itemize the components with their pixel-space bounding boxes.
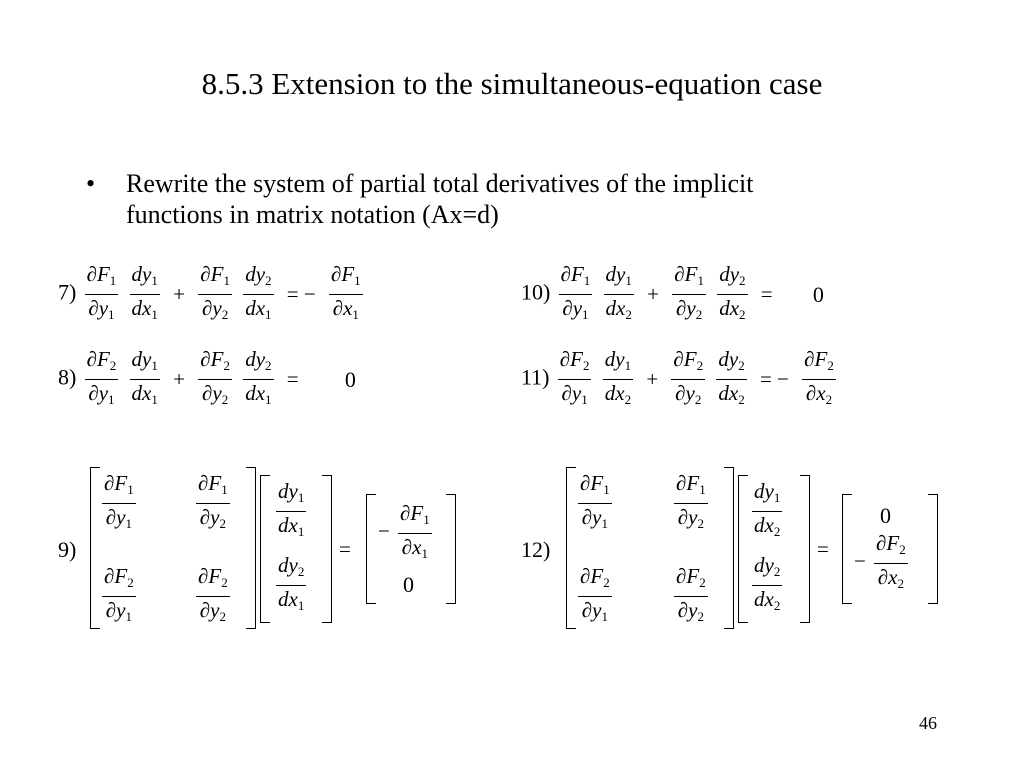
equation-12-label: 12) [521, 537, 551, 562]
equation-9-label: 9) [58, 537, 77, 562]
equation-9: 9) $\frac{\partial F_1}{\partial y_1}$ $\frac{\partial F_1}{\partial y_2}$ $\frac{\partial F_2}{\partial y_1}$ $\frac{\partial F_2}{\partial y_2}$ $\frac{dy_1}{dx_1}$ $\frac{dy_2}{dx_1}$ = − $\frac{\partial F_1}{\partial x_1}$ 0 [0, 0, 1024, 768]
equation-12: 12) $\frac{\partial F_1}{\partial y_1}$ $\frac{\partial F_1}{\partial y_2}$ $\frac{\partial F_2}{\partial y_1}$ $\frac{\partial F_2}{\partial y_2}$ $\frac{dy_1}{dx_2}$ $\frac{dy_2}{dx_2}$ = 0 − $\frac{\partial F_2}{\partial x_2}$ [0, 0, 1024, 768]
equation-7: 7) $\frac{\partial F_1}{\partial y_1}$ $\frac{dy_1}{dx_1}$ + $\frac{\partial F_1}{\partial y_2}$ $\frac{dy_2}{dx_1}$ = − $\frac{\partial F_1}{\partial x_1}$ [58, 262, 361, 322]
page-number: 46 [919, 713, 937, 733]
equation-8: 8) $\frac{\partial F_2}{\partial y_1}$ $\frac{dy_1}{dx_1}$ + $\frac{\partial F_2}{\partial y_2}$ $\frac{dy_2}{dx_1}$ = 0 [58, 347, 356, 407]
bullet-text: Rewrite the system of partial total derivatives of the implicit functions in matrix notation (Ax=d) [126, 169, 754, 229]
equation-10-label: 10) [521, 279, 551, 305]
equation-10-rhs: 0 [812, 281, 824, 307]
equation-12-rhs-zero: 0 [880, 503, 891, 528]
equation-10: 10) $\frac{\partial F_1}{\partial y_1}$ $\frac{dy_1}{dx_2}$ + $\frac{\partial F_1}{\partial y_2}$ $\frac{dy_2}{dx_2}$ = 0 [521, 262, 824, 322]
equation-8-label: 8) [58, 364, 77, 390]
slide-title: 8.5.3 Extension to the simultaneous-equation case [201, 66, 823, 101]
equation-9-rhs-zero: 0 [403, 572, 414, 597]
equation-11: 11) $\frac{\partial F_2}{\partial y_1}$ $\frac{dy_1}{dx_2}$ + $\frac{\partial F_2}{\partial y_2}$ $\frac{dy_2}{dx_2}$ = − $\frac{\partial F_2}{\partial x_2}$ [521, 347, 834, 407]
bullet-icon: • [86, 169, 96, 198]
equation-7-label: 7) [58, 279, 77, 305]
equation-8-rhs: 0 [344, 366, 356, 392]
equation-11-label: 11) [521, 364, 550, 390]
